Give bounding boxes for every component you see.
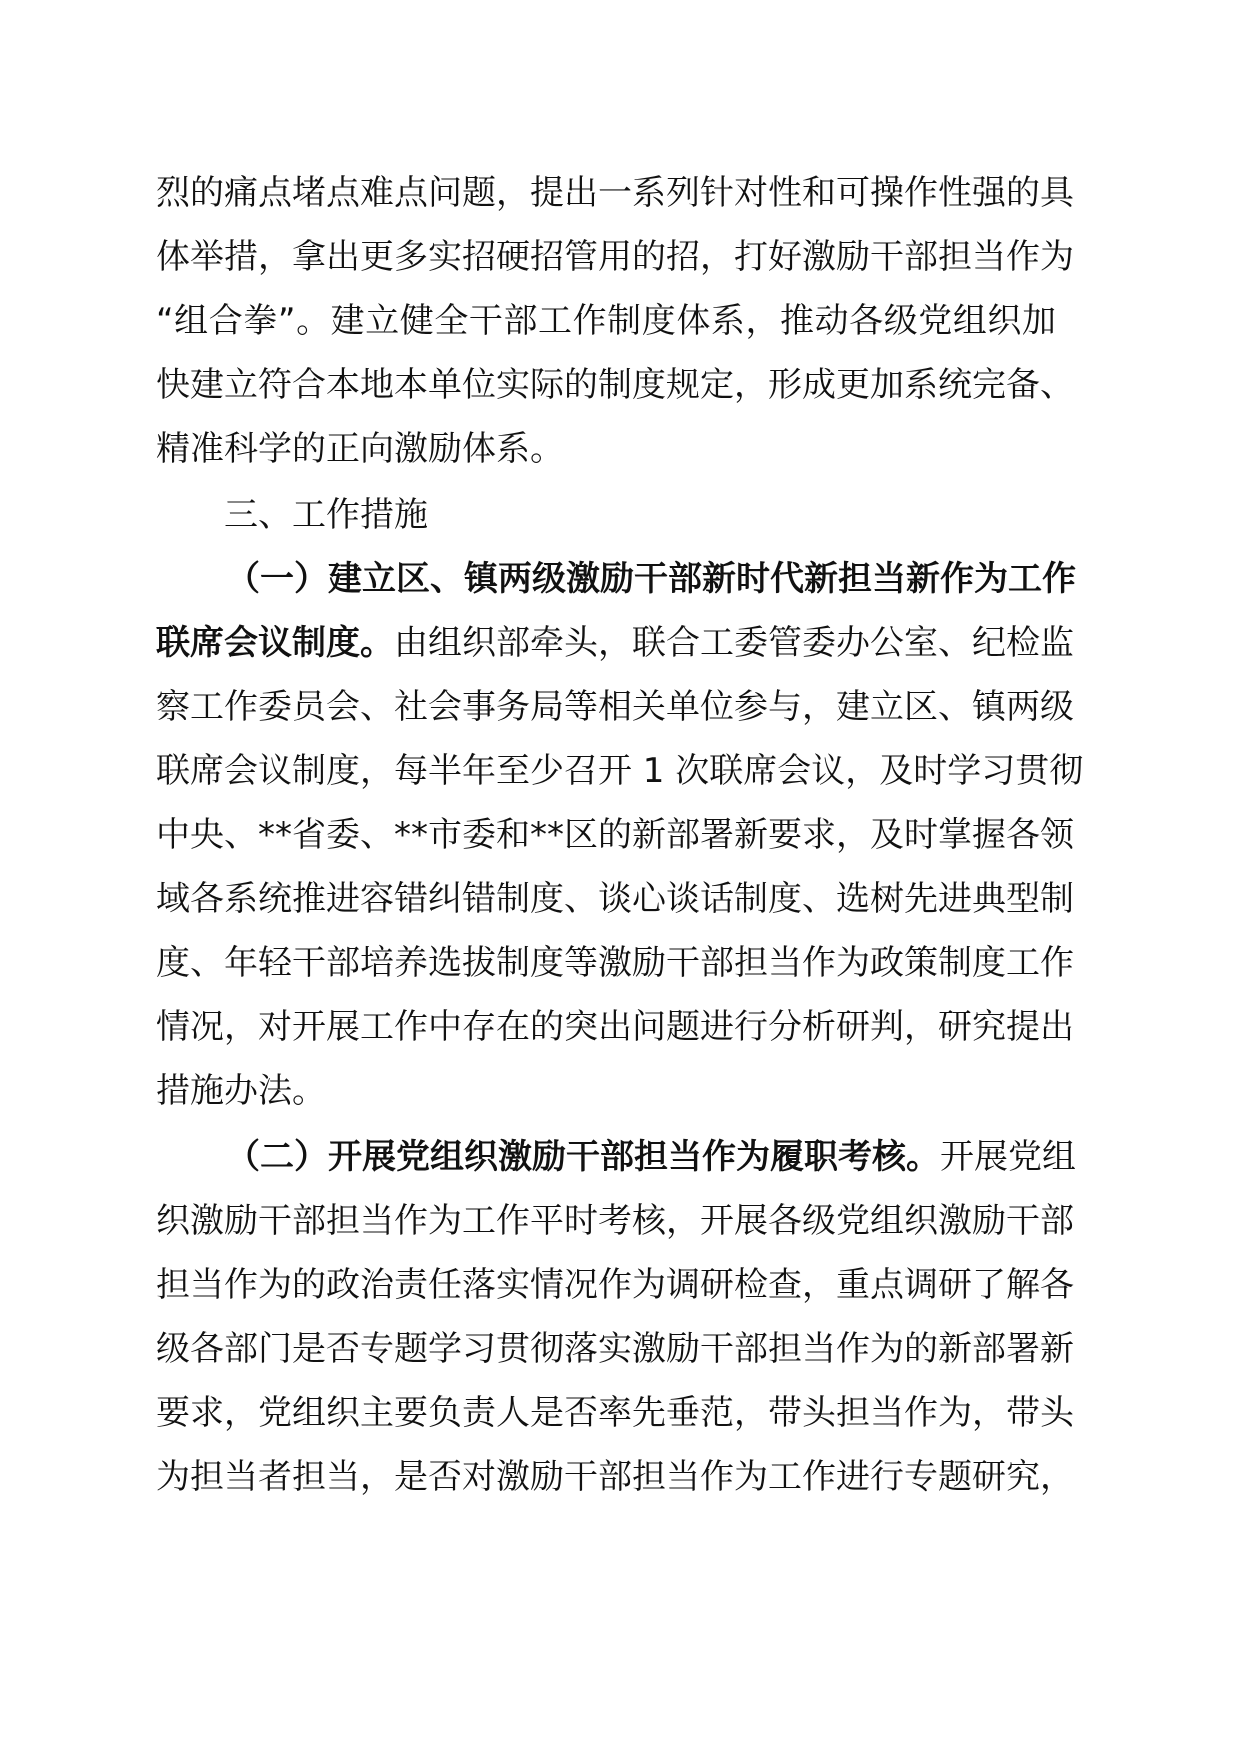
body-line: 联席会议制度，每半年至少召开 1 次联席会议，及时学习贯彻	[156, 751, 1084, 791]
body-line: 中央、**省委、**市委和**区的新部署新要求，及时掌握各领	[156, 815, 1074, 855]
body-line: 察工作委员会、社会事务局等相关单位参与，建立区、镇两级	[156, 687, 1074, 727]
body-line: 担当作为的政治责任落实情况作为调研检查，重点调研了解各	[156, 1265, 1074, 1305]
item1-title-line: （一）建立区、镇两级激励干部新时代新担当新作为工作	[226, 559, 1076, 599]
item1-title-line2	[156, 610, 1074, 676]
body-line: 体举措，拿出更多实招硬招管用的招，打好激励干部担当作为	[156, 237, 1074, 277]
item2-title-rest: 开展党组	[940, 1137, 1076, 1177]
body-line: 要求，党组织主要负责人是否率先垂范，带头担当作为，带头	[156, 1393, 1074, 1433]
body-line: 为担当者担当，是否对激励干部担当作为工作进行专题研究，	[156, 1457, 1074, 1497]
body-line: 烈的痛点堵点难点问题，提出一系列针对性和可操作性强的具	[156, 173, 1074, 213]
body-line: 度、年轻干部培养选拔制度等激励干部担当作为政策制度工作	[156, 943, 1074, 983]
body-line: 级各部门是否专题学习贯彻落实激励干部担当作为的新部署新	[156, 1329, 1074, 1369]
body-line: 快建立符合本地本单位实际的制度规定，形成更加系统完备、	[156, 365, 1074, 405]
body-line: “组合拳”。建立健全干部工作制度体系，推动各级党组织加	[156, 301, 1056, 341]
body-line: 织激励干部担当作为工作平时考核，开展各级党组织激励干部	[156, 1201, 1074, 1241]
body-line: 域各系统推进容错纠错制度、谈心谈话制度、选树先进典型制	[156, 879, 1074, 919]
item2-title-line	[226, 1124, 1076, 1190]
item2-title-bold: （二）开展党组织激励干部担当作为履职考核。	[226, 1137, 940, 1177]
body-line: 措施办法。	[156, 1071, 326, 1111]
item1-title-bold: 联席会议制度。	[156, 623, 394, 663]
section-heading: 三、工作措施	[224, 495, 428, 535]
item1-title-rest: 由组织部牵头，联合工委管委办公室、纪检监	[394, 623, 1074, 663]
body-line: 精准科学的正向激励体系。	[156, 429, 564, 469]
body-line: 情况，对开展工作中存在的突出问题进行分析研判，研究提出	[156, 1007, 1074, 1047]
